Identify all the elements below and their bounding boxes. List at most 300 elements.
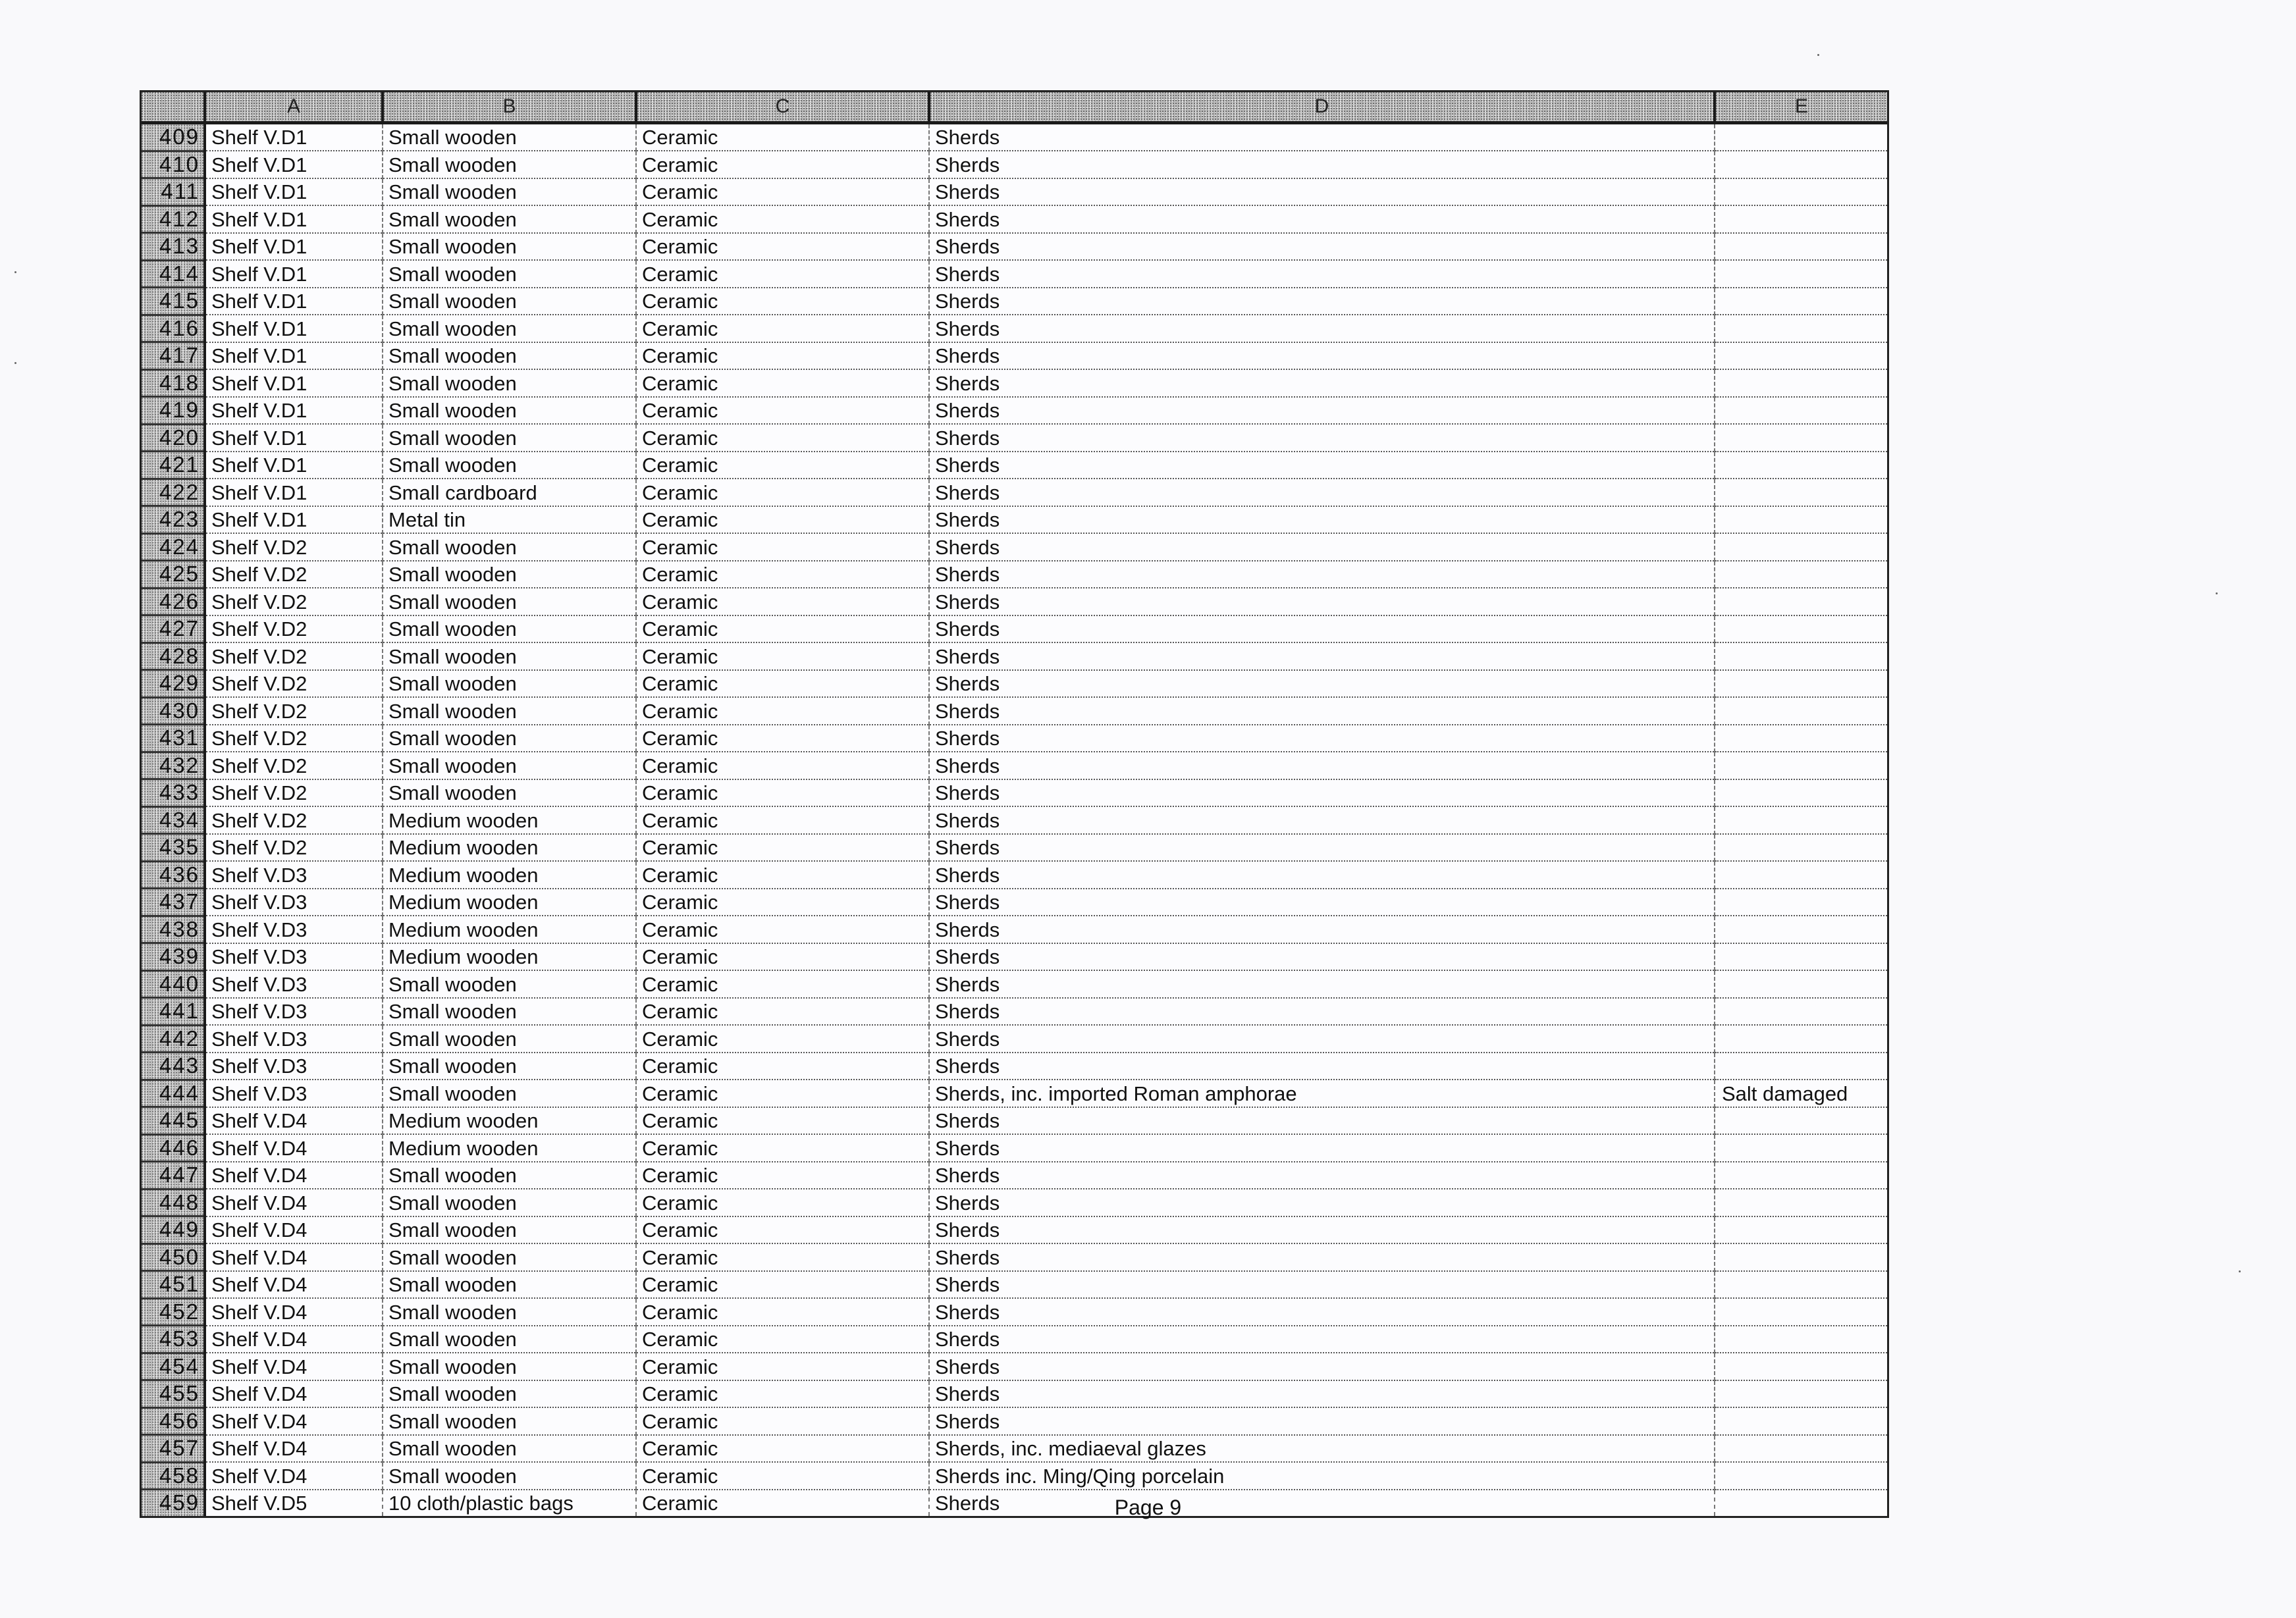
cell-description: Sherds bbox=[929, 205, 1715, 233]
row-number: 443 bbox=[142, 1053, 205, 1080]
cell-notes bbox=[1715, 1025, 1887, 1053]
cell-description: Sherds bbox=[929, 861, 1715, 889]
table-row bbox=[142, 889, 1887, 916]
cell-notes bbox=[1715, 1216, 1887, 1244]
row-number: 439 bbox=[142, 943, 205, 971]
cell-location: Shelf V.D2 bbox=[205, 642, 383, 670]
cell-notes bbox=[1715, 1271, 1887, 1299]
cell-description: Sherds bbox=[929, 806, 1715, 834]
table-row bbox=[142, 670, 1887, 698]
row-number: 426 bbox=[142, 588, 205, 615]
table-row bbox=[142, 479, 1887, 506]
cell-container: Metal tin bbox=[383, 506, 636, 534]
cell-location: Shelf V.D2 bbox=[205, 561, 383, 588]
cell-container: Small wooden bbox=[383, 1025, 636, 1053]
cell-description: Sherds bbox=[929, 670, 1715, 698]
cell-location: Shelf V.D2 bbox=[205, 752, 383, 779]
cell-location: Shelf V.D1 bbox=[205, 123, 383, 151]
cell-material: Ceramic bbox=[636, 1435, 929, 1463]
cell-material: Ceramic bbox=[636, 1107, 929, 1135]
table-row bbox=[142, 861, 1887, 889]
table-row bbox=[142, 1025, 1887, 1053]
table-row bbox=[142, 1243, 1887, 1271]
table-row bbox=[142, 178, 1887, 206]
scan-speck bbox=[1817, 54, 1819, 56]
cell-notes bbox=[1715, 670, 1887, 698]
row-number: 424 bbox=[142, 533, 205, 561]
page-number: Page 9 bbox=[1114, 1496, 1182, 1519]
cell-container: Small wooden bbox=[383, 1435, 636, 1463]
row-number: 446 bbox=[142, 1134, 205, 1162]
cell-description: Sherds bbox=[929, 998, 1715, 1026]
cell-description: Sherds bbox=[929, 424, 1715, 452]
cell-notes bbox=[1715, 889, 1887, 916]
row-number: 451 bbox=[142, 1271, 205, 1299]
cell-container: Small wooden bbox=[383, 424, 636, 452]
cell-container: Medium wooden bbox=[383, 806, 636, 834]
row-number: 432 bbox=[142, 752, 205, 779]
cell-container: Small wooden bbox=[383, 561, 636, 588]
row-number: 431 bbox=[142, 725, 205, 752]
cell-container: Small wooden bbox=[383, 970, 636, 998]
cell-container: Small wooden bbox=[383, 1462, 636, 1490]
cell-location: Shelf V.D3 bbox=[205, 889, 383, 916]
cell-notes bbox=[1715, 725, 1887, 752]
column-header-b: B bbox=[383, 92, 636, 123]
cell-notes bbox=[1715, 943, 1887, 971]
cell-location: Shelf V.D4 bbox=[205, 1353, 383, 1380]
table-row bbox=[142, 752, 1887, 779]
cell-material: Ceramic bbox=[636, 315, 929, 342]
row-number: 449 bbox=[142, 1216, 205, 1244]
cell-description: Sherds bbox=[929, 642, 1715, 670]
cell-notes: Salt damaged bbox=[1715, 1080, 1887, 1107]
row-number: 455 bbox=[142, 1380, 205, 1408]
cell-notes bbox=[1715, 561, 1887, 588]
cell-notes bbox=[1715, 1298, 1887, 1326]
table-row bbox=[142, 452, 1887, 479]
table-row bbox=[142, 1271, 1887, 1299]
table-row bbox=[142, 998, 1887, 1026]
cell-description: Sherds bbox=[929, 561, 1715, 588]
row-number: 414 bbox=[142, 260, 205, 288]
row-number: 423 bbox=[142, 506, 205, 534]
table-row bbox=[142, 615, 1887, 643]
row-number: 434 bbox=[142, 806, 205, 834]
cell-location: Shelf V.D4 bbox=[205, 1216, 383, 1244]
cell-description: Sherds bbox=[929, 1353, 1715, 1380]
cell-location: Shelf V.D1 bbox=[205, 397, 383, 425]
cell-location: Shelf V.D2 bbox=[205, 834, 383, 862]
cell-material: Ceramic bbox=[636, 889, 929, 916]
cell-container: Small wooden bbox=[383, 1162, 636, 1189]
cell-description: Sherds bbox=[929, 1298, 1715, 1326]
cell-location: Shelf V.D3 bbox=[205, 1025, 383, 1053]
cell-location: Shelf V.D1 bbox=[205, 288, 383, 315]
row-number: 411 bbox=[142, 178, 205, 206]
cell-material: Ceramic bbox=[636, 1353, 929, 1380]
cell-container: Medium wooden bbox=[383, 834, 636, 862]
table-row bbox=[142, 1435, 1887, 1463]
row-number: 428 bbox=[142, 642, 205, 670]
cell-material: Ceramic bbox=[636, 588, 929, 615]
corner-header bbox=[142, 92, 205, 123]
cell-material: Ceramic bbox=[636, 779, 929, 807]
table-row bbox=[142, 342, 1887, 370]
cell-notes bbox=[1715, 424, 1887, 452]
table-row bbox=[142, 260, 1887, 288]
cell-location: Shelf V.D3 bbox=[205, 861, 383, 889]
table-row bbox=[142, 1189, 1887, 1216]
cell-description: Sherds bbox=[929, 1490, 1715, 1516]
row-number: 452 bbox=[142, 1298, 205, 1326]
cell-container: Small wooden bbox=[383, 315, 636, 342]
cell-container: Small wooden bbox=[383, 533, 636, 561]
table-row bbox=[142, 315, 1887, 342]
cell-material: Ceramic bbox=[636, 1462, 929, 1490]
cell-material: Ceramic bbox=[636, 479, 929, 506]
cell-location: Shelf V.D1 bbox=[205, 479, 383, 506]
cell-description: Sherds bbox=[929, 725, 1715, 752]
cell-notes bbox=[1715, 1435, 1887, 1463]
column-header-row bbox=[142, 92, 1887, 123]
cell-location: Shelf V.D4 bbox=[205, 1189, 383, 1216]
cell-description: Sherds bbox=[929, 315, 1715, 342]
cell-location: Shelf V.D3 bbox=[205, 1053, 383, 1080]
cell-container: Small wooden bbox=[383, 288, 636, 315]
cell-notes bbox=[1715, 806, 1887, 834]
table-row bbox=[142, 1107, 1887, 1135]
cell-notes bbox=[1715, 697, 1887, 725]
scan-speck bbox=[2216, 592, 2218, 594]
cell-description: Sherds bbox=[929, 889, 1715, 916]
cell-container: Medium wooden bbox=[383, 1107, 636, 1135]
row-number: 427 bbox=[142, 615, 205, 643]
cell-container: Small wooden bbox=[383, 1326, 636, 1353]
table-row bbox=[142, 697, 1887, 725]
cell-description: Sherds bbox=[929, 1326, 1715, 1353]
cell-description: Sherds bbox=[929, 615, 1715, 643]
cell-location: Shelf V.D1 bbox=[205, 205, 383, 233]
cell-notes bbox=[1715, 998, 1887, 1026]
table-row bbox=[142, 233, 1887, 261]
table-row bbox=[142, 533, 1887, 561]
row-number: 409 bbox=[142, 123, 205, 151]
row-number: 457 bbox=[142, 1435, 205, 1463]
row-number: 436 bbox=[142, 861, 205, 889]
cell-notes bbox=[1715, 1162, 1887, 1189]
cell-material: Ceramic bbox=[636, 342, 929, 370]
table-row bbox=[142, 1353, 1887, 1380]
cell-container: Medium wooden bbox=[383, 1134, 636, 1162]
cell-location: Shelf V.D2 bbox=[205, 615, 383, 643]
cell-material: Ceramic bbox=[636, 1134, 929, 1162]
cell-container: Small wooden bbox=[383, 178, 636, 206]
row-number: 421 bbox=[142, 452, 205, 479]
cell-material: Ceramic bbox=[636, 178, 929, 206]
cell-notes bbox=[1715, 642, 1887, 670]
cell-material: Ceramic bbox=[636, 1298, 929, 1326]
table-row bbox=[142, 151, 1887, 178]
cell-notes bbox=[1715, 1189, 1887, 1216]
cell-container: Small wooden bbox=[383, 233, 636, 261]
cell-description: Sherds, inc. mediaeval glazes bbox=[929, 1435, 1715, 1463]
table-row bbox=[142, 288, 1887, 315]
row-number: 422 bbox=[142, 479, 205, 506]
cell-notes bbox=[1715, 916, 1887, 943]
scan-speck bbox=[14, 362, 16, 364]
cell-location: Shelf V.D4 bbox=[205, 1134, 383, 1162]
table-row bbox=[142, 916, 1887, 943]
cell-container: Small wooden bbox=[383, 1053, 636, 1080]
cell-material: Ceramic bbox=[636, 943, 929, 971]
cell-description: Sherds bbox=[929, 588, 1715, 615]
cell-location: Shelf V.D2 bbox=[205, 779, 383, 807]
cell-container: Small wooden bbox=[383, 1189, 636, 1216]
cell-notes bbox=[1715, 970, 1887, 998]
row-number: 437 bbox=[142, 889, 205, 916]
cell-material: Ceramic bbox=[636, 1025, 929, 1053]
table-row bbox=[142, 369, 1887, 397]
cell-container: Small wooden bbox=[383, 670, 636, 698]
table-row bbox=[142, 1380, 1887, 1408]
row-number: 459 bbox=[142, 1490, 205, 1516]
row-number: 410 bbox=[142, 151, 205, 178]
cell-notes bbox=[1715, 315, 1887, 342]
cell-description: Sherds bbox=[929, 1134, 1715, 1162]
row-number: 448 bbox=[142, 1189, 205, 1216]
cell-description: Sherds bbox=[929, 533, 1715, 561]
cell-material: Ceramic bbox=[636, 260, 929, 288]
cell-description: Sherds bbox=[929, 178, 1715, 206]
cell-notes bbox=[1715, 479, 1887, 506]
cell-material: Ceramic bbox=[636, 970, 929, 998]
cell-material: Ceramic bbox=[636, 752, 929, 779]
cell-material: Ceramic bbox=[636, 233, 929, 261]
cell-material: Ceramic bbox=[636, 916, 929, 943]
table-row bbox=[142, 1134, 1887, 1162]
cell-container: Medium wooden bbox=[383, 861, 636, 889]
cell-notes bbox=[1715, 1462, 1887, 1490]
cell-description: Sherds bbox=[929, 1189, 1715, 1216]
row-number: 416 bbox=[142, 315, 205, 342]
cell-location: Shelf V.D4 bbox=[205, 1380, 383, 1408]
cell-description: Sherds bbox=[929, 479, 1715, 506]
spreadsheet-printout bbox=[140, 90, 1889, 1518]
cell-material: Ceramic bbox=[636, 1243, 929, 1271]
cell-notes bbox=[1715, 233, 1887, 261]
cell-material: Ceramic bbox=[636, 1216, 929, 1244]
cell-description: Sherds bbox=[929, 943, 1715, 971]
cell-description: Sherds bbox=[929, 779, 1715, 807]
cell-material: Ceramic bbox=[636, 697, 929, 725]
cell-location: Shelf V.D5 bbox=[205, 1490, 383, 1516]
row-number: 441 bbox=[142, 998, 205, 1026]
cell-container: Small wooden bbox=[383, 1216, 636, 1244]
cell-material: Ceramic bbox=[636, 205, 929, 233]
cell-location: Shelf V.D1 bbox=[205, 233, 383, 261]
cell-notes bbox=[1715, 1326, 1887, 1353]
cell-location: Shelf V.D3 bbox=[205, 916, 383, 943]
cell-location: Shelf V.D3 bbox=[205, 943, 383, 971]
cell-notes bbox=[1715, 1407, 1887, 1435]
table-row bbox=[142, 1080, 1887, 1107]
row-number: 419 bbox=[142, 397, 205, 425]
cell-container: Small wooden bbox=[383, 397, 636, 425]
cell-container: Medium wooden bbox=[383, 889, 636, 916]
cell-container: Small wooden bbox=[383, 642, 636, 670]
cell-material: Ceramic bbox=[636, 397, 929, 425]
row-number: 418 bbox=[142, 369, 205, 397]
cell-location: Shelf V.D4 bbox=[205, 1462, 383, 1490]
cell-material: Ceramic bbox=[636, 1053, 929, 1080]
cell-location: Shelf V.D4 bbox=[205, 1407, 383, 1435]
table-row bbox=[142, 779, 1887, 807]
cell-material: Ceramic bbox=[636, 806, 929, 834]
column-header-c: C bbox=[636, 92, 929, 123]
cell-material: Ceramic bbox=[636, 1271, 929, 1299]
row-number: 453 bbox=[142, 1326, 205, 1353]
cell-description: Sherds bbox=[929, 123, 1715, 151]
cell-container: Small wooden bbox=[383, 369, 636, 397]
cell-container: Small wooden bbox=[383, 342, 636, 370]
cell-material: Ceramic bbox=[636, 424, 929, 452]
cell-notes bbox=[1715, 397, 1887, 425]
cell-material: Ceramic bbox=[636, 1189, 929, 1216]
cell-location: Shelf V.D3 bbox=[205, 1080, 383, 1107]
cell-location: Shelf V.D1 bbox=[205, 369, 383, 397]
cell-material: Ceramic bbox=[636, 533, 929, 561]
row-number: 412 bbox=[142, 205, 205, 233]
cell-container: Small cardboard bbox=[383, 479, 636, 506]
cell-location: Shelf V.D2 bbox=[205, 533, 383, 561]
table-row bbox=[142, 205, 1887, 233]
cell-location: Shelf V.D4 bbox=[205, 1107, 383, 1135]
cell-notes bbox=[1715, 1053, 1887, 1080]
cell-container: Small wooden bbox=[383, 123, 636, 151]
cell-material: Ceramic bbox=[636, 452, 929, 479]
cell-location: Shelf V.D4 bbox=[205, 1162, 383, 1189]
cell-description: Sherds bbox=[929, 916, 1715, 943]
table-row bbox=[142, 123, 1887, 151]
cell-description: Sherds bbox=[929, 1162, 1715, 1189]
row-number: 435 bbox=[142, 834, 205, 862]
scan-speck bbox=[14, 271, 16, 273]
cell-location: Shelf V.D2 bbox=[205, 697, 383, 725]
cell-container: Small wooden bbox=[383, 1080, 636, 1107]
row-number: 440 bbox=[142, 970, 205, 998]
table-row bbox=[142, 1216, 1887, 1244]
cell-location: Shelf V.D3 bbox=[205, 998, 383, 1026]
cell-notes bbox=[1715, 1353, 1887, 1380]
cell-notes bbox=[1715, 1243, 1887, 1271]
cell-notes bbox=[1715, 151, 1887, 178]
table-row bbox=[142, 506, 1887, 534]
cell-notes bbox=[1715, 205, 1887, 233]
table-row bbox=[142, 588, 1887, 615]
cell-description: Sherds bbox=[929, 752, 1715, 779]
cell-material: Ceramic bbox=[636, 123, 929, 151]
cell-description: Sherds bbox=[929, 288, 1715, 315]
cell-container: Small wooden bbox=[383, 588, 636, 615]
cell-location: Shelf V.D2 bbox=[205, 588, 383, 615]
table-row bbox=[142, 642, 1887, 670]
scan-speck bbox=[2239, 1270, 2241, 1272]
cell-notes bbox=[1715, 506, 1887, 534]
cell-location: Shelf V.D1 bbox=[205, 506, 383, 534]
cell-description: Sherds, inc. imported Roman amphorae bbox=[929, 1080, 1715, 1107]
cell-material: Ceramic bbox=[636, 1380, 929, 1408]
table-row bbox=[142, 1326, 1887, 1353]
cell-notes bbox=[1715, 588, 1887, 615]
cell-notes bbox=[1715, 861, 1887, 889]
cell-description: Sherds bbox=[929, 1216, 1715, 1244]
cell-description: Sherds bbox=[929, 1407, 1715, 1435]
cell-location: Shelf V.D4 bbox=[205, 1243, 383, 1271]
cell-location: Shelf V.D1 bbox=[205, 452, 383, 479]
cell-material: Ceramic bbox=[636, 1326, 929, 1353]
table-body bbox=[142, 123, 1887, 1516]
cell-material: Ceramic bbox=[636, 506, 929, 534]
row-number: 458 bbox=[142, 1462, 205, 1490]
row-number: 430 bbox=[142, 697, 205, 725]
cell-container: Small wooden bbox=[383, 725, 636, 752]
table-row bbox=[142, 1407, 1887, 1435]
cell-material: Ceramic bbox=[636, 288, 929, 315]
cell-notes bbox=[1715, 752, 1887, 779]
cell-material: Ceramic bbox=[636, 561, 929, 588]
row-number: 445 bbox=[142, 1107, 205, 1135]
cell-location: Shelf V.D4 bbox=[205, 1271, 383, 1299]
cell-description: Sherds bbox=[929, 260, 1715, 288]
table-row bbox=[142, 561, 1887, 588]
cell-material: Ceramic bbox=[636, 725, 929, 752]
cell-description: Sherds bbox=[929, 342, 1715, 370]
cell-material: Ceramic bbox=[636, 1407, 929, 1435]
cell-material: Ceramic bbox=[636, 1162, 929, 1189]
cell-description: Sherds bbox=[929, 1025, 1715, 1053]
row-number: 417 bbox=[142, 342, 205, 370]
cell-notes bbox=[1715, 369, 1887, 397]
cell-notes bbox=[1715, 452, 1887, 479]
column-header-e: E bbox=[1715, 92, 1887, 123]
cell-description: Sherds bbox=[929, 970, 1715, 998]
column-header-d: D bbox=[929, 92, 1715, 123]
cell-location: Shelf V.D3 bbox=[205, 970, 383, 998]
cell-description: Sherds bbox=[929, 233, 1715, 261]
cell-notes bbox=[1715, 834, 1887, 862]
row-number: 433 bbox=[142, 779, 205, 807]
cell-material: Ceramic bbox=[636, 642, 929, 670]
column-header-a: A bbox=[205, 92, 383, 123]
cell-material: Ceramic bbox=[636, 1490, 929, 1516]
cell-notes bbox=[1715, 1107, 1887, 1135]
cell-location: Shelf V.D4 bbox=[205, 1298, 383, 1326]
cell-notes bbox=[1715, 342, 1887, 370]
cell-notes bbox=[1715, 288, 1887, 315]
cell-location: Shelf V.D1 bbox=[205, 260, 383, 288]
cell-description: Sherds bbox=[929, 506, 1715, 534]
cell-container: Small wooden bbox=[383, 260, 636, 288]
cell-notes bbox=[1715, 260, 1887, 288]
row-number: 447 bbox=[142, 1162, 205, 1189]
cell-description: Sherds bbox=[929, 1380, 1715, 1408]
cell-location: Shelf V.D4 bbox=[205, 1326, 383, 1353]
cell-description: Sherds inc. Ming/Qing porcelain bbox=[929, 1462, 1715, 1490]
cell-container: Small wooden bbox=[383, 752, 636, 779]
table-row bbox=[142, 424, 1887, 452]
cell-location: Shelf V.D4 bbox=[205, 1435, 383, 1463]
